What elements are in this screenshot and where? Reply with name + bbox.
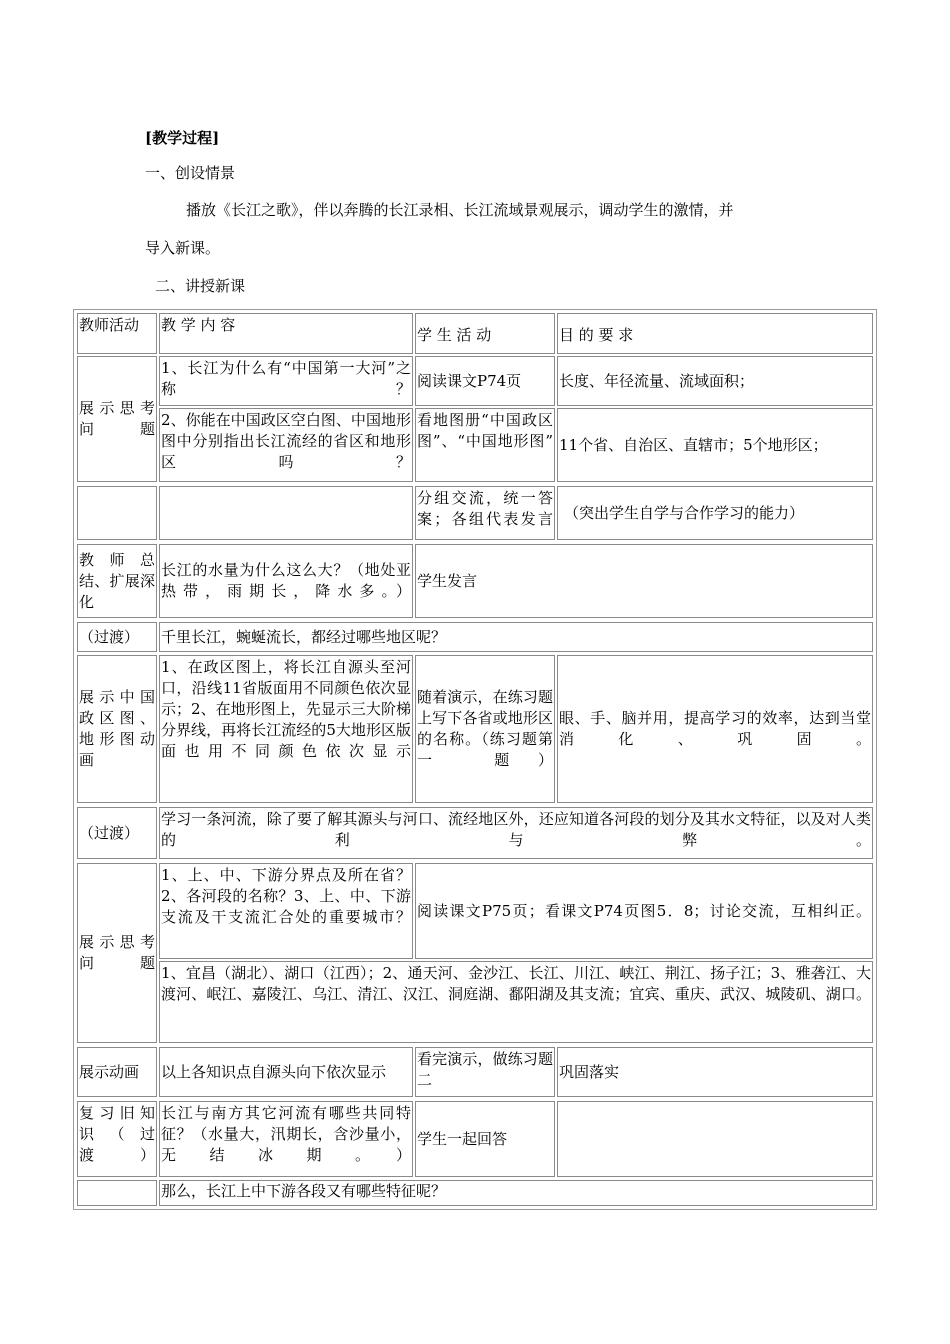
row4-content: 千里长江，蜿蜒流长，都经过哪些地区呢？ bbox=[159, 622, 873, 652]
row10-teacher-empty bbox=[77, 1180, 157, 1206]
row1-content-a: 1、长江为什么有“中国第一大河”之称？ bbox=[159, 356, 413, 406]
section1-paragraph-line2: 导入新课。 bbox=[145, 239, 221, 257]
row5-content: 1、在政区图上，将长江自源头至河口，沿线11省版面用不同颜色依次显示；2、在地形图上，先显示三大阶梯分界线，再将长江流经的5大地形区版面也用不同颜色依次显示 bbox=[159, 655, 413, 803]
header-goal: 目 的 要 求 bbox=[557, 313, 873, 354]
row10-content: 那么，长江上中下游各段又有哪些特征呢？ bbox=[159, 1180, 873, 1206]
row9-student: 学生一起回答 bbox=[415, 1101, 555, 1177]
row1-student-a: 阅读课文P74页 bbox=[415, 356, 555, 406]
row2-student: 分组交流，统一答案；各组代表发言 bbox=[415, 486, 555, 540]
row4-teacher-activity: （过渡） bbox=[77, 622, 157, 652]
row1-teacher-activity: 展 示 思 考 问题 bbox=[77, 356, 157, 482]
header-student-activity: 学 生 活 动 bbox=[415, 313, 555, 354]
row8-goal: 巩固落实 bbox=[557, 1047, 873, 1097]
row9-goal-empty bbox=[557, 1101, 873, 1177]
process-heading: [教学过程] bbox=[145, 129, 220, 147]
row7-content: 1、上、中、下游分界点及所在省？2、各河段的名称？3、上、中、下游支流及干支流汇合处的重要城市？ bbox=[159, 863, 413, 959]
row2-teacher-empty bbox=[77, 486, 157, 540]
row7-answer: 1、宜昌（湖北）、湖口（江西）；2、通天河、金沙江、长江、川江、峡江、荆江、扬子江；3、雅砻江、大渡河、岷江、嘉陵江、乌江、清江、汉江、洞庭湖、鄱阳湖及其支流；宜宾、重庆、武汉、城陵矶、湖口。 bbox=[159, 961, 873, 1043]
section2-title: 二、讲授新课 bbox=[155, 277, 246, 295]
row9-content: 长江与南方其它河流有哪些共同特征？（水量大，汛期长，含沙量小，无结冰期。） bbox=[159, 1101, 413, 1177]
row2-goal: （突出学生自学与合作学习的能力） bbox=[557, 486, 873, 540]
row9-teacher-activity: 复 习 旧 知 识 （ 过渡） bbox=[77, 1101, 157, 1177]
header-teacher-activity: 教师活动 bbox=[77, 313, 157, 354]
row1-goal-b: 11个省、自治区、直辖市；5个地形区； bbox=[557, 408, 873, 482]
row1-student-b: 看地图册“中国政区图”、“中国地形图” bbox=[415, 408, 555, 482]
row5-goal: 眼、手、脑并用，提高学习的效率，达到当堂消化、巩固。 bbox=[557, 655, 873, 803]
row3-content: 长江的水量为什么这么大？（地处亚热带，雨期长，降水多。） bbox=[159, 544, 413, 618]
header-teaching-content: 教 学 内 容 bbox=[159, 313, 413, 354]
row8-student: 看完演示，做练习题二 bbox=[415, 1047, 555, 1097]
row8-teacher-activity: 展示动画 bbox=[77, 1047, 157, 1097]
row8-content: 以上各知识点自源头向下依次显示 bbox=[159, 1047, 413, 1097]
row1-goal-a: 长度、年径流量、流域面积； bbox=[557, 356, 873, 406]
row7-student: 阅读课文P75页；看课文P74页图5．8；讨论交流，互相纠正。 bbox=[415, 863, 873, 959]
row3-student: 学生发言 bbox=[415, 544, 873, 618]
row3-teacher-activity: 教 师 总 结、扩展深化 bbox=[77, 544, 157, 618]
row5-student: 随着演示，在练习题上写下各省或地形区的名称。（练习题第 一 题） bbox=[415, 655, 555, 803]
section1-title: 一、创设情景 bbox=[145, 164, 236, 182]
section1-paragraph-line1: 播放《长江之歌》，伴以奔腾的长江录相、长江流域景观展示，调动学生的激情，并 bbox=[186, 201, 734, 219]
lesson-table bbox=[73, 309, 877, 1210]
row6-teacher-activity: （过渡） bbox=[77, 807, 157, 859]
row1-content-b: 2、你能在中国政区空白图、中国地形图中分别指出长江流经的省区和地形区吗？ bbox=[159, 408, 413, 482]
row7-teacher-activity: 展 示 思 考 问题 bbox=[77, 863, 157, 1043]
row6-content: 学习一条河流，除了要了解其源头与河口、流经地区外，还应知道各河段的划分及其水文特征，以及对人类的利与弊。 bbox=[159, 807, 873, 859]
row5-teacher-activity: 展 示 中 国 政 区 图 、地 形 图 动画 bbox=[77, 655, 157, 803]
row2-content-empty bbox=[159, 486, 413, 540]
